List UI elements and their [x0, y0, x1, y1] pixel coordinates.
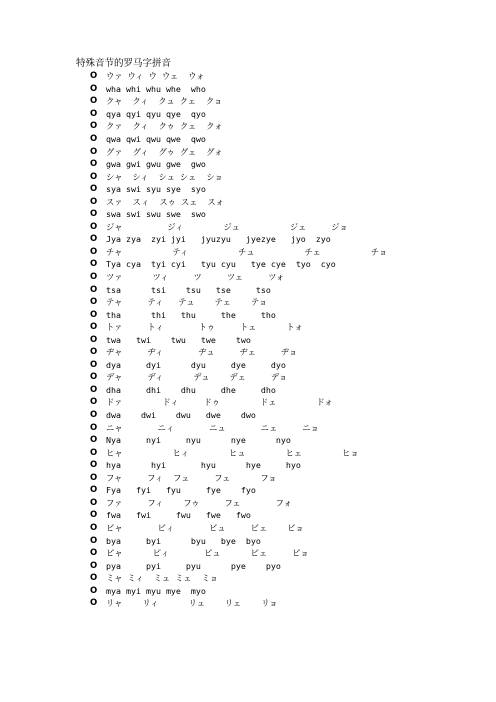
syllable-row-text: シャ シィ シュ シェ ショ — [106, 171, 223, 182]
syllable-row-text: tsa tsi tsu tse tso — [106, 284, 271, 295]
list-item — [90, 371, 470, 384]
syllable-row-text: wha whi whu whe who — [106, 83, 206, 94]
bullet-icon: O — [90, 359, 98, 370]
bullet-icon: O — [90, 535, 98, 546]
list-item — [90, 120, 470, 133]
syllable-row-text: ニャ ニィ ニュ ニェ ニョ — [106, 422, 319, 433]
bullet-icon: O — [90, 221, 98, 232]
list-item — [90, 396, 470, 409]
syllable-row-text: tha thi thu the tho — [106, 309, 276, 320]
list-item — [90, 283, 470, 296]
bullet-icon: O — [90, 171, 98, 182]
syllable-row-text: qya qyi qyu qye qyo — [106, 108, 206, 119]
syllable-row-text: ツァ ツィ ツ ツェ ツォ — [106, 272, 285, 283]
list-item — [90, 233, 470, 246]
list-item — [90, 221, 470, 234]
syllable-row-text: dha dhi dhu dhe dho — [106, 384, 276, 395]
list-item — [90, 308, 470, 321]
bullet-icon: O — [90, 573, 98, 584]
bullet-icon: O — [90, 347, 98, 358]
syllable-row-text: swa swi swu swe swo — [106, 209, 206, 220]
syllable-row-text: dwa dwi dwu dwe dwo — [106, 410, 256, 421]
list-item — [90, 409, 470, 422]
list-item — [90, 522, 470, 535]
syllable-row-text: クァ クィ クゥ クェ クォ — [106, 121, 223, 132]
list-item — [90, 346, 470, 359]
syllable-row-text: ジャ ジィ ジュ ジェ ジョ — [106, 221, 348, 232]
bullet-icon: O — [90, 334, 98, 345]
bullet-icon: O — [90, 497, 98, 508]
syllable-row-text: テャ ティ テュ テェ テョ — [106, 297, 268, 308]
syllable-row-text: ヂャ ヂィ ヂュ ヂェ ヂョ — [106, 347, 298, 358]
list-item — [90, 484, 470, 497]
list-item — [90, 559, 470, 572]
bullet-icon: O — [90, 472, 98, 483]
bullet-icon: O — [90, 121, 98, 132]
bullet-icon: O — [90, 83, 98, 94]
bullet-icon: O — [90, 384, 98, 395]
list-item — [90, 547, 470, 560]
syllable-row-text: ビャ ビィ ビュ ビェ ビョ — [106, 522, 304, 533]
list-item — [90, 597, 470, 610]
list-item — [90, 333, 470, 346]
bullet-icon: O — [90, 284, 98, 295]
syllable-row-text: pya pyi pyu pye pyo — [106, 560, 281, 571]
syllable-row-text: sya swi syu sye syo — [106, 184, 206, 195]
bullet-icon: O — [90, 297, 98, 308]
syllable-list — [90, 70, 470, 610]
bullet-icon: O — [90, 410, 98, 421]
bullet-icon: O — [90, 134, 98, 144]
syllable-row-text: ピャ ピィ ピュ ピェ ピョ — [106, 548, 309, 559]
syllable-row-text: トァ トィ トゥ トェ トォ — [106, 322, 303, 333]
syllable-row-text: フャ フィ フュ フェ フョ — [106, 472, 277, 483]
bullet-icon: O — [90, 435, 98, 446]
list-item — [90, 271, 470, 284]
bullet-icon: O — [90, 71, 98, 82]
bullet-icon: O — [90, 272, 98, 283]
bullet-icon: O — [90, 246, 98, 257]
syllable-row-text: mya myi myu mye myo — [106, 585, 206, 596]
bullet-icon: O — [90, 372, 98, 383]
bullet-icon: O — [90, 422, 98, 433]
syllable-row-text: gwa gwi gwu gwe gwo — [106, 159, 206, 170]
bullet-icon: O — [90, 460, 98, 471]
list-item — [90, 421, 470, 434]
list-item — [90, 170, 470, 183]
list-item — [90, 246, 470, 259]
bullet-icon: O — [90, 309, 98, 320]
list-item — [90, 183, 470, 196]
bullet-icon: O — [90, 209, 98, 220]
bullet-icon: O — [90, 585, 98, 596]
list-item — [90, 509, 470, 522]
list-item — [90, 534, 470, 547]
list-item — [90, 584, 470, 597]
syllable-row-text: デャ ディ デュ デェ デョ — [106, 372, 288, 383]
bullet-icon: O — [90, 108, 98, 119]
syllable-row-text: Fya fyi fyu fye fyo — [106, 485, 256, 496]
list-item — [90, 133, 470, 146]
syllable-row-text: チャ ティ チュ チェ チョ — [106, 246, 388, 257]
syllable-row-text: ヒャ ヒィ ヒュ ヒェ ヒョ — [106, 447, 359, 458]
list-item — [90, 497, 470, 510]
list-item — [90, 472, 470, 485]
syllable-row-text: Tya cya tyi cyi tyu cyu tye cye tyo cyo — [106, 259, 336, 270]
syllable-row-text: twa twi twu twe two — [106, 334, 251, 345]
bullet-icon: O — [90, 397, 98, 408]
list-item — [90, 459, 470, 472]
list-item — [90, 446, 470, 459]
syllable-row-text: dya dyi dyu dye dyo — [106, 359, 286, 370]
bullet-icon: O — [90, 447, 98, 458]
syllable-row-text: スァ スィ スゥ スェ スォ — [106, 196, 224, 207]
list-item — [90, 572, 470, 585]
bullet-icon: O — [90, 522, 98, 533]
bullet-icon: O — [90, 196, 98, 207]
bullet-icon: O — [90, 322, 98, 333]
list-item — [90, 145, 470, 158]
list-item — [90, 434, 470, 447]
bullet-icon: O — [90, 159, 98, 170]
syllable-row-text: ドァ ドィ ドゥ ドェ ドォ — [106, 397, 333, 408]
list-item — [90, 296, 470, 309]
syllable-row-text: qwa qwi qwu qwe qwo — [106, 134, 206, 144]
syllable-row-text: グァ グィ グゥ グェ グォ — [106, 146, 223, 157]
list-item — [90, 359, 470, 372]
bullet-icon: O — [90, 510, 98, 521]
bullet-icon: O — [90, 485, 98, 496]
list-item — [90, 208, 470, 221]
bullet-icon: O — [90, 598, 98, 609]
bullet-icon: O — [90, 184, 98, 195]
list-item — [90, 108, 470, 121]
syllable-row-text: ファ フィ フゥ フェ フォ — [106, 497, 292, 508]
list-item — [90, 195, 470, 208]
bullet-icon: O — [90, 548, 98, 559]
list-item — [90, 258, 470, 271]
list-item — [90, 321, 470, 334]
list-item — [90, 158, 470, 171]
syllable-row-text: ミャ ミィ ミュ ミェ ミョ — [106, 573, 218, 584]
list-item — [90, 70, 470, 83]
syllable-row-text: bya byi byu bye byo — [106, 535, 261, 546]
bullet-icon: O — [90, 96, 98, 107]
document-title: 特殊音节的罗马字拼音 — [76, 58, 172, 69]
bullet-icon: O — [90, 259, 98, 270]
syllable-row-text: hya hyi hyu hye hyo — [106, 460, 301, 471]
bullet-icon: O — [90, 234, 98, 245]
syllable-row-text: fwa fwi fwu fwe fwo — [106, 510, 251, 521]
syllable-row-text: クャ クィ クュ クェ クョ — [106, 96, 223, 107]
syllable-row-text: ウァ ウィ ウ ウェ ウォ — [106, 71, 205, 82]
syllable-row-text: リャ リィ リュ リェ リョ — [106, 598, 278, 609]
bullet-icon: O — [90, 560, 98, 571]
list-item — [90, 83, 470, 96]
list-item — [90, 384, 470, 397]
syllable-row-text: Nya nyi nyu nye nyo — [106, 435, 291, 446]
syllable-row-text: Jya zya zyi jyi jyuzyu jyezye jyo zyo — [106, 234, 331, 245]
bullet-icon: O — [90, 146, 98, 157]
list-item — [90, 95, 470, 108]
